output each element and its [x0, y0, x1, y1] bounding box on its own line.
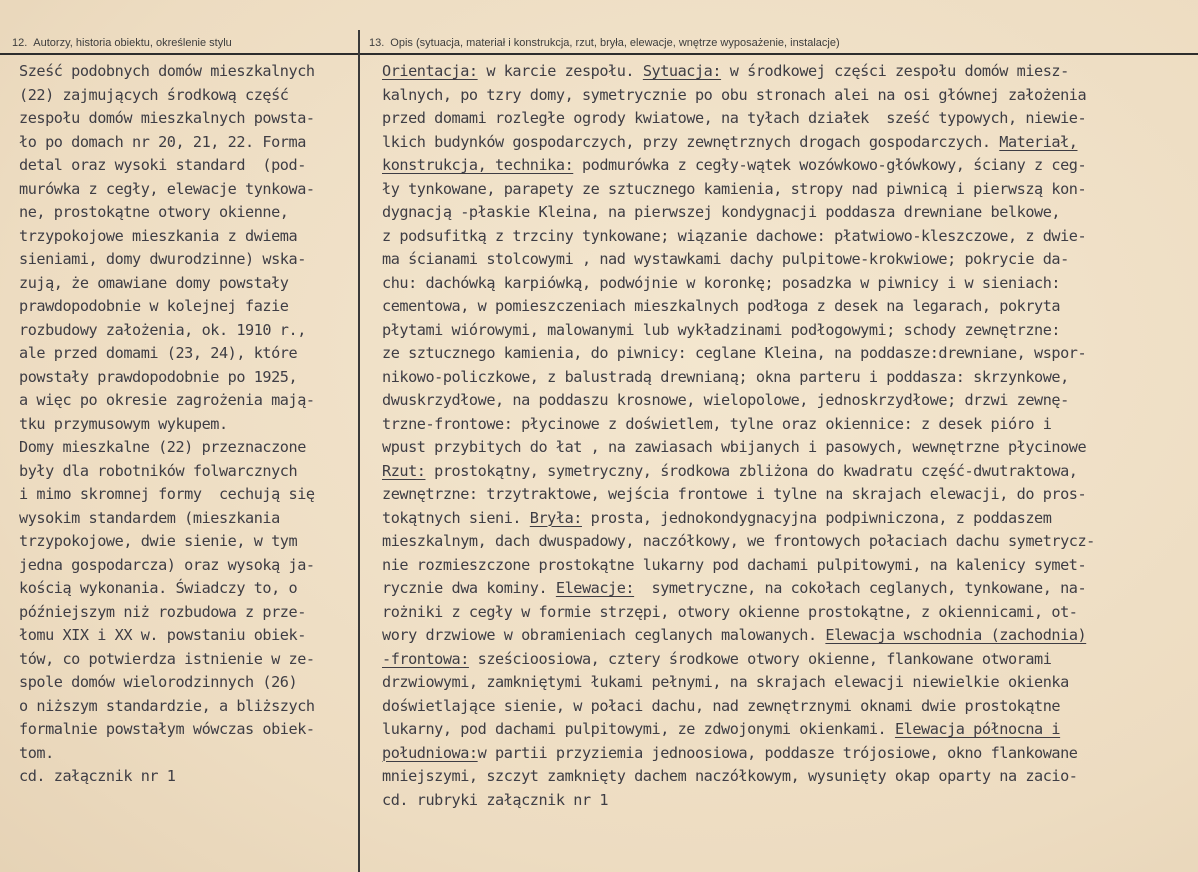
- history-text-line: zują, że omawiane domy powstały: [19, 273, 289, 292]
- text-segment: cd. rubryki załącznik nr 1: [382, 790, 609, 809]
- text-segment: chu: dachówką karpiówką, podwójnie w koronkę; posadzka w piwnicy i w sieniach:: [382, 273, 1061, 292]
- history-text-line: powstały prawdopodobnie po 1925,: [19, 367, 298, 386]
- history-text-line: Sześć podobnych domów mieszkalnych: [19, 62, 315, 80]
- section-heading: Elewacja północna i: [894, 720, 1061, 738]
- history-text-line: ne, prostokątne otwory okienne,: [19, 203, 289, 221]
- text-segment: płytami wiórowymi, malowanymi lub wykładzinami podłogowymi; schody zewnętrzne:: [382, 320, 1061, 339]
- text-segment: mieszkalnym, dach dwuspadowy, naczółkowy, we frontowych połaciach dachu symetrycz-: [382, 532, 1095, 550]
- history-text-line: tom.: [19, 743, 54, 762]
- history-text-line: zespołu domów mieszkalnych powsta-: [19, 109, 315, 127]
- section-12-header: [12, 37, 232, 49]
- section-heading: -frontowa:: [382, 649, 469, 668]
- description-text-line: [382, 695, 1198, 719]
- history-text-line: tku przymusowym wykupem.: [19, 414, 228, 433]
- text-segment: lkich budynków gospodarczych, przy zewnętrznych drogach gospodarczych.: [382, 132, 1000, 151]
- history-text-line: ło po domach nr 20, 21, 22. Forma: [19, 132, 306, 151]
- text-segment: przed domami rozległe ogrody kwiatowe, na tyłach działek sześć typowych, niewie-: [382, 109, 1087, 127]
- history-text-line: formalnie powstałym wówczas obiek-: [19, 720, 315, 738]
- history-text-line: jedna gospodarcza) oraz wysoką ja-: [19, 555, 315, 574]
- history-text-line: rozbudowy założenia, ok. 1910 r.,: [19, 320, 306, 339]
- text-segment: nikowo-policzkowe, z balustradą drewnianą; okna parteru i poddasza: skrzynkowe,: [382, 367, 1069, 386]
- section-12-number: 12.: [12, 37, 28, 49]
- description-text-line: [382, 671, 1198, 695]
- text-segment: drzwiowymi, zamkniętymi łukami pełnymi, na skrajach elewacji niewielkie okienka: [382, 673, 1069, 691]
- section-heading: południowa:: [382, 743, 478, 762]
- description-text-line: [382, 295, 1198, 319]
- description-text-line: [382, 319, 1198, 343]
- description-text-line: [382, 577, 1198, 601]
- description-text-line: [382, 131, 1198, 155]
- text-segment: z podsufitką z trzciny tynkowane; wiązanie dachowe: płatwiowo-kleszczowe, z dwie-: [382, 226, 1087, 245]
- history-text-line: a więc po okresie zagrożenia mają-: [19, 391, 315, 409]
- text-segment: prostokątny, symetryczny, środkowa zbliżona do kwadratu część-dwutraktowa,: [425, 461, 1078, 480]
- text-segment: rożniki z cegły w formie strzępi, otwory okienne prostokątne, z okiennicami, ot-: [382, 602, 1078, 621]
- history-text-line: kością wykonania. Świadczy to, o: [19, 579, 298, 597]
- description-text-line: [382, 718, 1198, 742]
- text-segment: zewnętrzne: trzytraktowe, wejścia frontowe i tylne na skrajach elewacji, do pros-: [382, 485, 1087, 503]
- history-text-line: (22) zajmujących środkową część: [19, 85, 289, 104]
- description-text-line: [382, 507, 1198, 531]
- history-text-line: ale przed domami (23, 24), które: [19, 344, 298, 362]
- description-text-line: [382, 154, 1198, 178]
- history-text-line: prawdopodobnie w kolejnej fazie: [19, 297, 289, 315]
- text-segment: lukarny, pod dachami pulpitowymi, ze zdwojonymi okienkami.: [382, 720, 895, 738]
- description-text-line: [382, 436, 1198, 460]
- text-segment: rycznie dwa kominy.: [382, 579, 556, 597]
- section-heading: Elewacja wschodnia (zachodnia): [825, 626, 1087, 644]
- history-text-line: sieniami, domy dwurodzinne) wska-: [19, 250, 306, 268]
- section-13-number: 13.: [369, 37, 385, 49]
- section-13-title: Opis (sytuacja, materiał i konstrukcja, rzut, bryła, elewacje, wnętrze wyposażenie, instalacje): [390, 37, 840, 49]
- text-segment: kalnych, po tzry domy, symetrycznie po obu stronach alei na osi głównej założenia: [382, 85, 1087, 104]
- section-heading: Rzut:: [382, 461, 426, 480]
- description-text-line: [382, 648, 1198, 672]
- section-heading: Orientacja:: [382, 62, 478, 80]
- section-heading: Materiał,: [999, 132, 1078, 151]
- text-segment: symetryczne, na cokołach ceglanych, tynkowane, na-: [634, 579, 1087, 597]
- history-text-line: trzypokojowe, dwie sienie, w tym: [19, 532, 298, 550]
- description-text-line: [382, 60, 1198, 84]
- description-text-line: [382, 530, 1198, 554]
- description-text-line: [382, 201, 1198, 225]
- text-segment: nie rozmieszczone prostokątne lukarny pod dachami pulpitowymi, na kalenicy symet-: [382, 555, 1087, 574]
- description-text-line: [382, 601, 1198, 625]
- description-text-line: [382, 413, 1198, 437]
- description-text-line: [382, 624, 1198, 648]
- section-13-header: [369, 37, 840, 49]
- history-text-line: tów, co potwierdza istnienie w ze-: [19, 649, 315, 668]
- description-text-line: [382, 460, 1198, 484]
- description-text-line: [382, 107, 1198, 131]
- text-segment: sześcioosiowa, cztery środkowe otwory okienne, flankowane otworami: [468, 649, 1052, 668]
- text-segment: w środkowej części zespołu domów miesz-: [721, 62, 1069, 80]
- description-text-line: [382, 483, 1198, 507]
- history-text-line: łomu XIX i XX w. powstaniu obiek-: [19, 626, 306, 644]
- text-segment: ły tynkowane, parapety ze sztucznego kamienia, stropy nad piwnicą i pierwszą kon-: [382, 179, 1087, 198]
- text-segment: dygnacją -płaskie Kleina, na pierwszej kondygnacji poddasza drewniane belkowe,: [382, 203, 1061, 221]
- history-text-line: Domy mieszkalne (22) przeznaczone: [19, 438, 306, 456]
- section-heading: konstrukcja, technika:: [382, 156, 574, 174]
- text-segment: dwuskrzydłowe, na poddaszu krosnowe, wielopolowe, jednoskrzydłowe; drzwi zewnę-: [382, 391, 1069, 409]
- description-text-line: [382, 225, 1198, 249]
- text-segment: mniejszymi, szczyt zamknięty dachem naczółkowym, wysunięty okap oparty na zacio-: [382, 767, 1078, 785]
- history-text-line: o niższym standardzie, a bliższych: [19, 696, 315, 715]
- history-text-line: murówka z cegły, elewacje tynkowa-: [19, 179, 315, 198]
- section-12-title: Autorzy, historia obiektu, określenie stylu: [33, 37, 232, 49]
- text-segment: w partii przyziemia jednoosiowa, poddasze trójosiowe, okno flankowane: [477, 743, 1078, 762]
- history-text-line: spole domów wielorodzinnych (26): [19, 673, 298, 691]
- description-text-line: [382, 554, 1198, 578]
- description-text-line: [382, 84, 1198, 108]
- history-text-line: były dla robotników folwarcznych: [19, 461, 298, 480]
- text-segment: cementowa, w pomieszczeniach mieszkalnych podłoga z desek na legarach, pokryta: [382, 297, 1061, 315]
- section-heading: Sytuacja:: [642, 62, 722, 80]
- description-text-line: [382, 342, 1198, 366]
- history-text-line: cd. załącznik nr 1: [19, 767, 176, 785]
- description-text-column: [382, 60, 1198, 812]
- text-segment: ma ścianami stolcowymi , nad wystawkami dachy pulpitowe-krokwiowe; pokrycie da-: [382, 250, 1069, 268]
- text-segment: ze sztucznego kamienia, do piwnicy: ceglane Kleina, na poddasze:drewniane, wspor-: [382, 344, 1087, 362]
- history-text-line: i mimo skromnej formy cechują się: [19, 485, 315, 503]
- section-heading: Elewacje:: [555, 579, 635, 597]
- history-text-column: [19, 60, 357, 789]
- header-divider: [0, 53, 1198, 55]
- text-segment: wory drzwiowe w obramieniach ceglanych malowanych.: [382, 626, 826, 644]
- description-text-line: [382, 178, 1198, 202]
- history-text-line: późniejszym niż rozbudowa z prze-: [19, 602, 306, 621]
- history-text-line: wysokim standardem (mieszkania: [19, 508, 280, 527]
- history-text-line: detal oraz wysoki standard (pod-: [19, 156, 306, 174]
- description-text-line: [382, 765, 1198, 789]
- section-heading: Bryła:: [529, 508, 582, 527]
- text-segment: tokątnych sieni.: [382, 508, 530, 527]
- text-segment: podmurówka z cegły-wątek wozówkowo-główkowy, ściany z ceg-: [573, 156, 1087, 174]
- description-text-line: [382, 248, 1198, 272]
- text-segment: doświetlające sienie, w połaci dachu, nad zewnętrznymi oknami dwie prostokątne: [382, 696, 1061, 715]
- description-text-line: [382, 272, 1198, 296]
- text-segment: trzne-frontowe: płycinowe z doświetlem, tylne oraz okiennice: z desek pióro i: [382, 414, 1052, 433]
- column-divider: [358, 30, 360, 872]
- text-segment: wpust przybitych do łat , na zawiasach wbijanych i pasowych, wewnętrzne płycinowe: [382, 438, 1087, 456]
- history-text-line: trzypokojowe mieszkania z dwiema: [19, 226, 298, 245]
- description-text-line: [382, 742, 1198, 766]
- description-text-line: [382, 789, 1198, 813]
- description-text-line: [382, 389, 1198, 413]
- text-segment: w karcie zespołu.: [477, 62, 643, 80]
- text-segment: prosta, jednokondygnacyjna podpiwniczona, z poddaszem: [581, 508, 1052, 527]
- description-text-line: [382, 366, 1198, 390]
